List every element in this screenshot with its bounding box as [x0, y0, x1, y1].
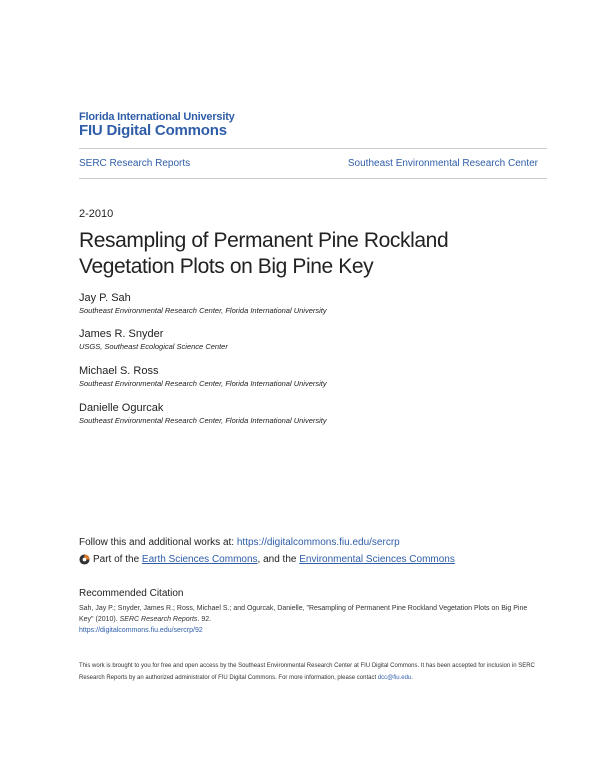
follow-prefix: Follow this and additional works at:	[79, 537, 237, 548]
earth-sciences-link[interactable]: Earth Sciences Commons	[141, 554, 258, 565]
author-affiliation: Southeast Environmental Research Center, Florida International University	[79, 416, 327, 425]
access-notice	[79, 660, 539, 684]
notice-end: .	[411, 675, 413, 681]
author-name: Michael S. Ross	[79, 365, 159, 377]
divider-bottom	[79, 178, 547, 179]
citation-text: Sah, Jay P.; Snyder, James R.; Ross, Michael S.; and Ogurcak, Danielle, "Resampling of Permanent Pine Rockland Vegetation Plots on Big Pine Key" (2010).	[79, 605, 528, 623]
center-link[interactable]: Southeast Environmental Research Center	[347, 158, 538, 169]
author-name: Danielle Ogurcak	[79, 402, 164, 414]
citation-heading: Recommended Citation	[79, 588, 184, 599]
commons-network-icon	[79, 554, 90, 565]
contact-email-link[interactable]: dcc@fiu.edu	[377, 675, 412, 681]
part-of-middle: , and the	[257, 554, 300, 565]
author-affiliation: Southeast Environmental Research Center, Florida International University	[79, 306, 327, 315]
citation-number: . 92.	[197, 616, 212, 623]
author-affiliation: Southeast Environmental Research Center, Florida International University	[79, 379, 327, 388]
repository-name[interactable]: FIU Digital Commons	[79, 122, 227, 139]
follow-line	[79, 537, 400, 548]
divider-top	[79, 148, 547, 149]
series-link[interactable]: SERC Research Reports	[79, 158, 191, 169]
part-of-prefix: Part of the	[93, 554, 142, 565]
author-name: Jay P. Sah	[79, 292, 131, 304]
author-affiliation: USGS, Southeast Ecological Science Center	[79, 342, 228, 351]
notice-text: This work is brought to you for free and open access by the Southeast Environmental Research Center at FIU Digital Commons. It has been accepted for inclusion in SERC Research Reports by an authorized administrator of FIU Digital Commons. For more information, please contact	[79, 663, 535, 681]
environmental-sciences-link[interactable]: Environmental Sciences Commons	[299, 554, 455, 565]
citation-body	[79, 603, 529, 636]
paper-title: Resampling of Permanent Pine Rockland Vegetation Plots on Big Pine Key	[79, 229, 449, 278]
part-of-line	[79, 554, 455, 565]
institution-name: Florida International University	[79, 111, 235, 123]
author-name: James R. Snyder	[79, 328, 164, 340]
publication-date: 2-2010	[79, 208, 114, 220]
follow-url-link[interactable]: https://digitalcommons.fiu.edu/sercrp	[236, 537, 400, 548]
citation-url-link[interactable]: https://digitalcommons.fiu.edu/sercrp/92	[79, 627, 203, 634]
citation-series: SERC Research Reports	[119, 616, 198, 623]
